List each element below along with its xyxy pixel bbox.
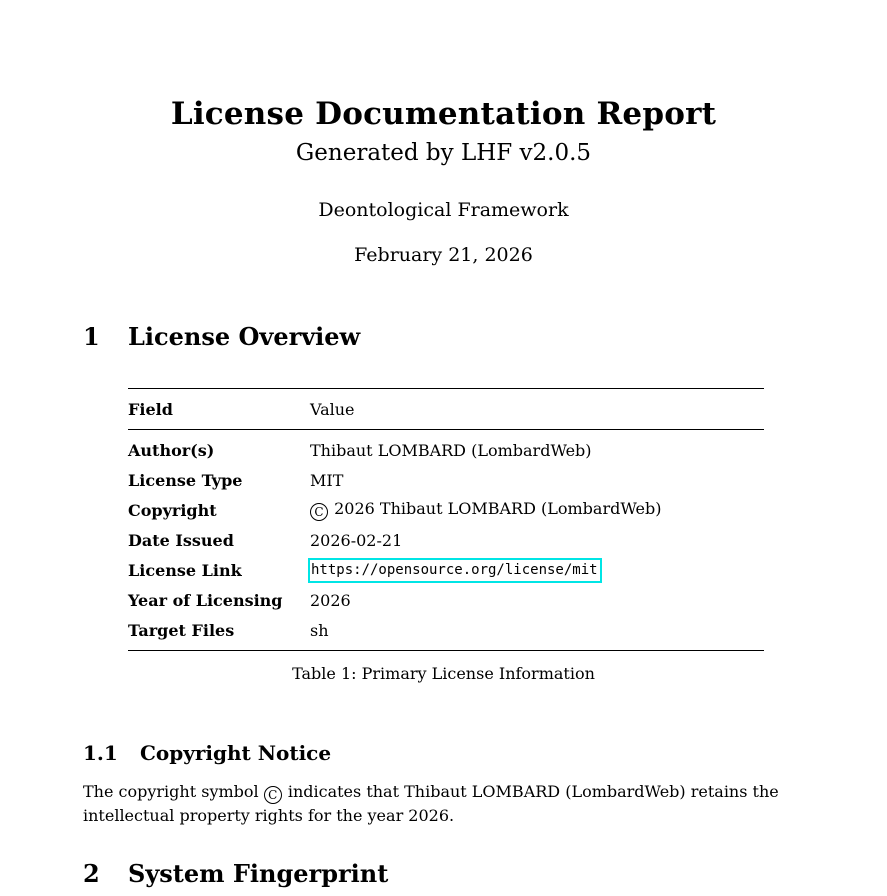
copyright-holder: 2026 Thibaut LOMBARD (LombardWeb): [334, 499, 662, 518]
table-header-value: Value: [310, 399, 355, 419]
subsection-title: Copyright Notice: [140, 741, 332, 765]
table-header-field: Field: [128, 399, 173, 419]
row-field: Copyright: [128, 500, 217, 520]
subsection-number: 1.1: [83, 741, 118, 765]
table-row: [128, 435, 764, 465]
section-title: System Fingerprint: [128, 859, 389, 888]
paragraph-text-start: The copyright symbol: [83, 782, 259, 801]
table-row: [128, 585, 764, 615]
license-link[interactable]: https://opensource.org/license/mit: [308, 558, 602, 583]
license-table: [128, 388, 764, 651]
table-row: [128, 555, 764, 585]
section-number: 1: [83, 322, 100, 351]
row-value: Thibaut LOMBARD (LombardWeb): [310, 440, 592, 460]
table-row: [128, 615, 764, 645]
copyright-paragraph: [83, 780, 813, 828]
subsection-heading-copyright-notice: [83, 741, 331, 765]
table-caption: Table 1: Primary License Information: [292, 664, 595, 683]
row-field: Author(s): [128, 440, 215, 460]
table-row: [128, 525, 764, 555]
row-value: 2026-02-21: [310, 530, 403, 550]
table-header-row: [128, 389, 764, 430]
row-field: Year of Licensing: [128, 590, 283, 610]
row-field: Target Files: [128, 620, 235, 640]
document-subtitle: Generated by LHF v2.0.5: [295, 140, 592, 166]
row-field: Date Issued: [128, 530, 234, 550]
paragraph-text-end: indicates that Thibaut LOMBARD (LombardWeb) retains the intellectual property rights for the year 2026.: [83, 782, 779, 825]
row-value: [310, 499, 764, 521]
row-value: MIT: [310, 470, 344, 490]
copyright-icon: C: [310, 503, 328, 521]
row-value: [310, 558, 764, 583]
document-date: February 21, 2026: [354, 244, 533, 266]
row-value: 2026: [310, 590, 351, 610]
table-row: [128, 465, 764, 495]
section-number: 2: [83, 859, 100, 888]
document-title: License Documentation Report: [170, 96, 717, 132]
row-value: sh: [310, 620, 329, 640]
row-field: License Type: [128, 470, 243, 490]
section-title: License Overview: [128, 322, 361, 351]
section-heading-system-fingerprint: [83, 859, 388, 888]
section-heading-license-overview: [83, 322, 360, 351]
copyright-icon: C: [264, 786, 282, 804]
table-row: [128, 495, 764, 525]
row-field: License Link: [128, 560, 242, 580]
document-organization: Deontological Framework: [318, 199, 569, 221]
